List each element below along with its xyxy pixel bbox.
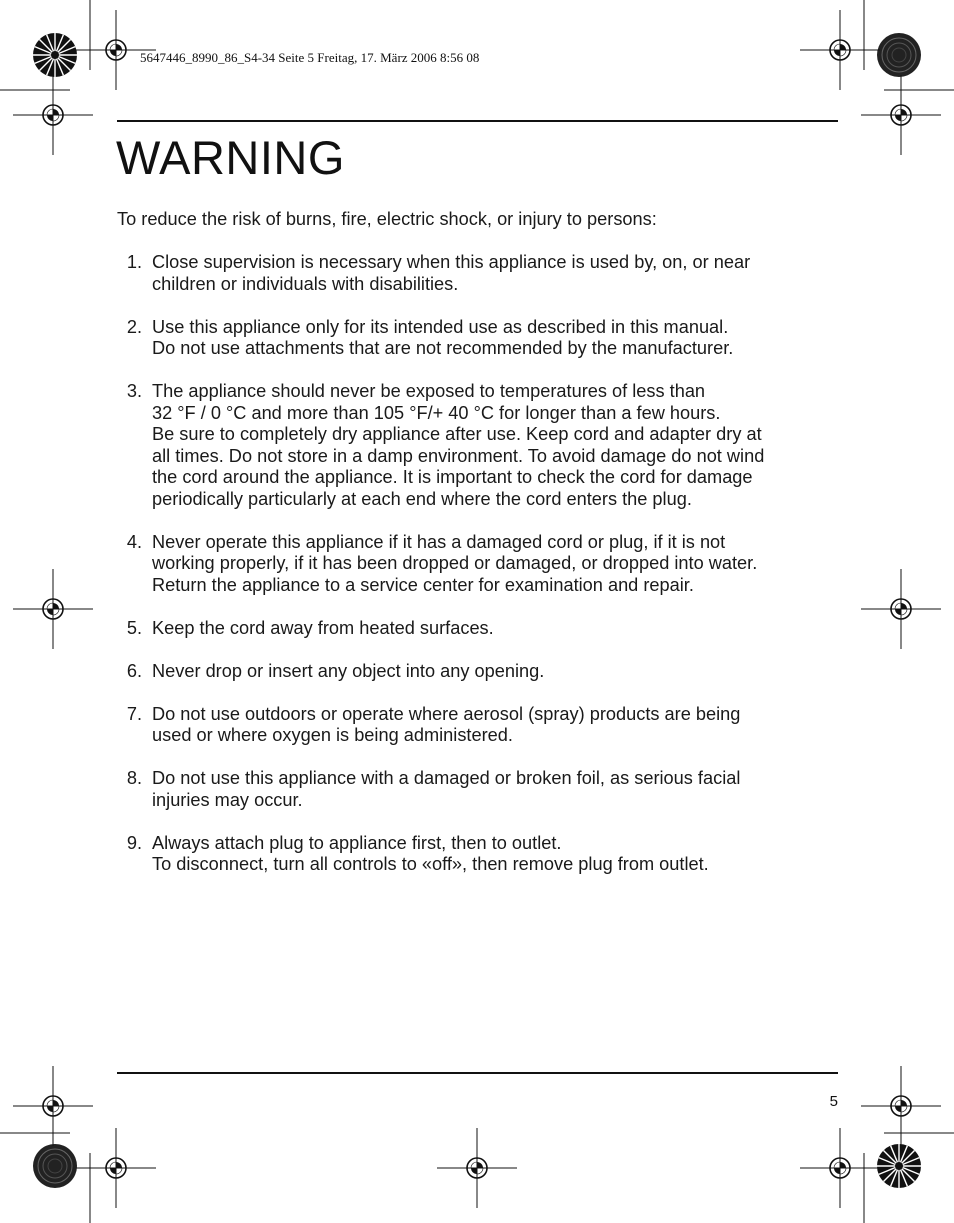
page-title: WARNING (116, 131, 345, 184)
bottom-rule (117, 1072, 838, 1074)
item-text-line: To disconnect, turn all controls to «off», then remove plug from outlet. (152, 854, 709, 874)
item-number-label: 2. (126, 316, 142, 337)
registration-mark-icon (800, 1128, 880, 1208)
item-text-line: working properly, if it has been dropped or damaged, or dropped into water. (152, 553, 758, 573)
intro-text: To reduce the risk of burns, fire, electric shock, or injury to persons: (117, 209, 657, 229)
item-text-line: Return the appliance to a service center for examination and repair. (152, 574, 694, 595)
list-item (117, 381, 842, 510)
print-slug: 5647446_8990_86_S4-34 Seite 5 Freitag, 17. März 2006 8:56 08 (140, 50, 480, 65)
item-text (152, 704, 842, 747)
item-text-line: Never operate this appliance if it has a damaged cord or plug, if it is not (152, 531, 726, 552)
registration-mark-icon (13, 75, 93, 155)
registration-mark-icon (13, 1066, 93, 1146)
item-number-label: 3. (126, 381, 142, 401)
registration-mark-icon (76, 1128, 156, 1208)
item-text-line: Do not use this appliance with a damaged or broken foil, as serious facial (152, 768, 741, 788)
item-number (117, 532, 152, 597)
top-rule (117, 120, 838, 122)
item-text (152, 317, 842, 360)
item-number (117, 704, 152, 747)
starburst-icon (33, 33, 77, 77)
registration-mark-icon (861, 1066, 941, 1146)
item-number (117, 317, 152, 360)
starburst-icon (877, 33, 921, 77)
item-number-label: 7. (126, 703, 142, 724)
item-text-line: injuries may occur. (152, 789, 303, 810)
list-item (117, 317, 842, 360)
registration-mark-icon (800, 10, 880, 90)
list-item (117, 532, 842, 597)
item-text-line: Close supervision is necessary when this appliance is used by, on, or near (152, 252, 751, 272)
registration-mark-icon (437, 1128, 517, 1208)
item-text-line: Keep the cord away from heated surfaces. (152, 617, 494, 638)
item-number (117, 661, 152, 683)
item-text (152, 381, 842, 510)
item-text-line: Always attach plug to appliance first, then to outlet. (152, 832, 562, 853)
item-number-label: 4. (126, 531, 142, 552)
list-item (117, 252, 842, 295)
item-number-label: 5. (126, 617, 142, 638)
item-text-line: Do not use attachments that are not recommended by the manufacturer. (152, 338, 734, 358)
item-text (152, 833, 842, 876)
page-number: 5 (829, 1093, 838, 1110)
registration-mark-icon (13, 569, 93, 649)
item-number-label: 8. (126, 768, 142, 788)
item-text-line: the cord around the appliance. It is important to check the cord for damage (152, 467, 753, 487)
item-number-label: 9. (126, 832, 142, 853)
item-text-line: Use this appliance only for its intended use as described in this manual. (152, 316, 729, 337)
item-number (117, 618, 152, 640)
item-number (117, 381, 152, 510)
item-text-line: Do not use outdoors or operate where aerosol (spray) products are being (152, 703, 741, 724)
list-item (117, 618, 842, 640)
list-item (117, 768, 842, 811)
list-item (117, 661, 842, 683)
item-text (152, 532, 842, 597)
registration-mark-icon (861, 569, 941, 649)
item-text-line: periodically particularly at each end where the cord enters the plug. (152, 488, 692, 509)
starburst-icon (33, 1144, 77, 1188)
registration-mark-icon (861, 75, 941, 155)
item-number-label: 6. (126, 660, 142, 681)
item-text (152, 661, 842, 683)
list-item (117, 833, 842, 876)
item-text-line: The appliance should never be exposed to temperatures of less than (152, 381, 706, 401)
item-text-line: all times. Do not store in a damp environment. To avoid damage do not wind (152, 445, 765, 466)
item-text-line: Never drop or insert any object into any opening. (152, 660, 545, 681)
item-number-label: 1. (126, 252, 142, 272)
warning-list (117, 252, 842, 897)
item-number (117, 252, 152, 295)
item-text (152, 618, 842, 640)
starburst-icon (877, 1144, 921, 1188)
item-text-line: Be sure to completely dry appliance after use. Keep cord and adapter dry at (152, 424, 762, 444)
item-number (117, 833, 152, 876)
item-number (117, 768, 152, 811)
item-text (152, 252, 842, 295)
item-text-line: used or where oxygen is being administered. (152, 725, 513, 745)
list-item (117, 704, 842, 747)
item-text-line: 32 °F / 0 °C and more than 105 °F/+ 40 °C for longer than a few hours. (152, 402, 721, 423)
item-text (152, 768, 842, 811)
item-text-line: children or individuals with disabilities. (152, 273, 459, 294)
